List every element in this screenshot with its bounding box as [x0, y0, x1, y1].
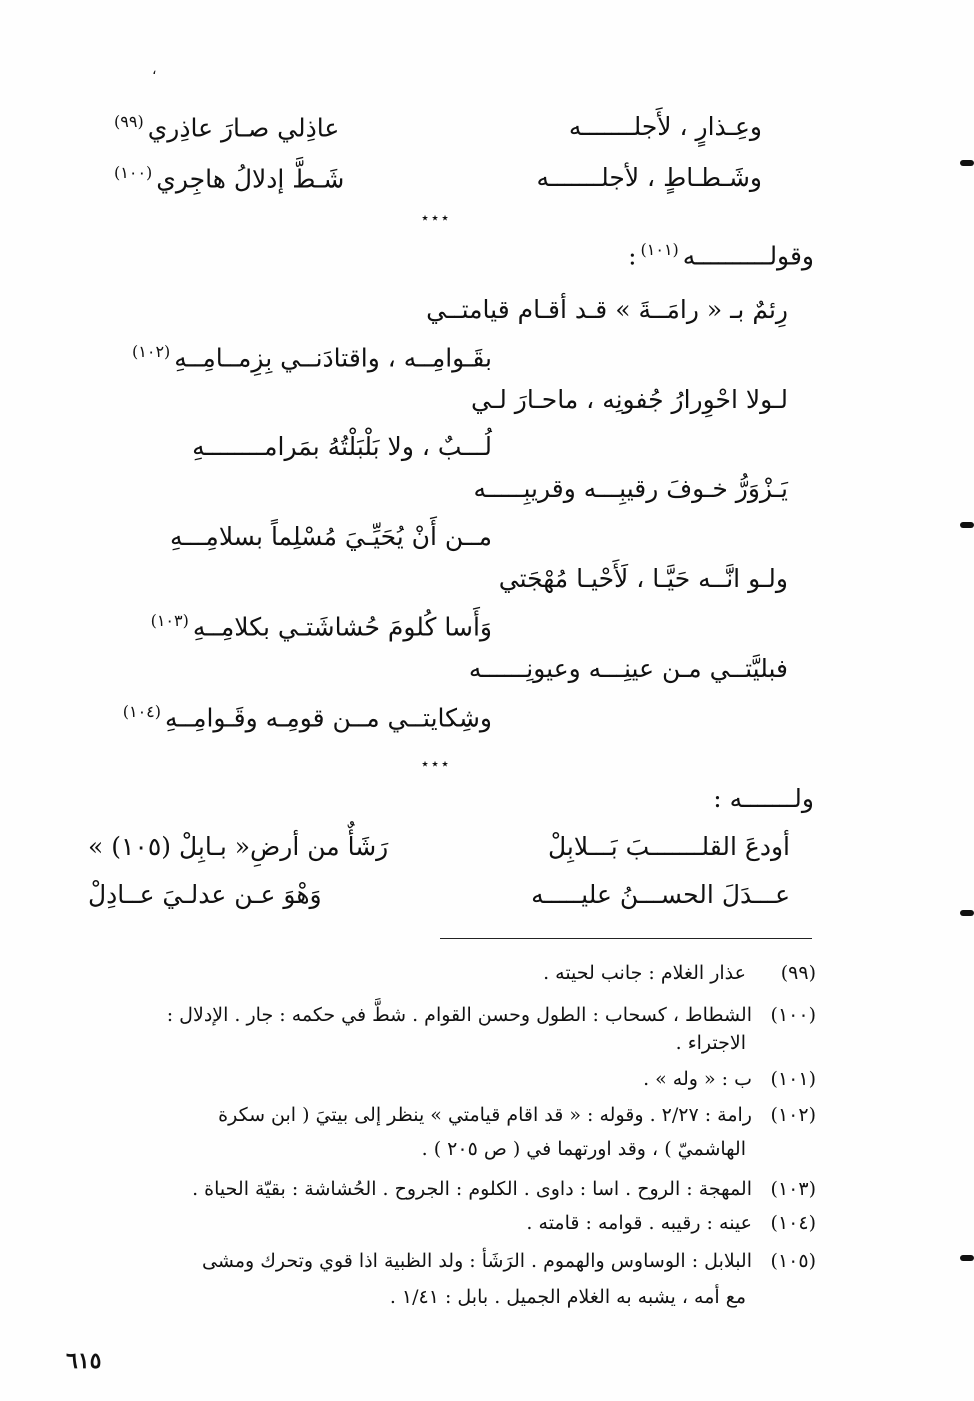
footnote-ref: (١٠١) — [640, 240, 679, 259]
footnote-number: (١٠٥) — [770, 1250, 816, 1272]
footnote-text-continued: الاجتراء . — [675, 1032, 746, 1054]
footnote-number: (١٠٠) — [770, 1004, 816, 1026]
footnote-number: (٩٩) — [780, 962, 816, 984]
footnote-text: البلابل : الوساوس والهموم . الرَشَأ : ولد الظبية اذا قوي وتحرك ومشى — [202, 1250, 752, 1272]
scan-edge-mark — [960, 1255, 974, 1261]
poem-line: لـولا احْوِرارُ جُفونِه ، ماحـارَ لـي — [471, 385, 788, 414]
scan-edge-mark — [960, 910, 974, 916]
scan-edge-mark — [960, 160, 974, 166]
poem-line: مــن أَنْ يُحَيِّـيَ مُسْلِماً بسلامِـــهِ — [170, 522, 492, 551]
footnote-ref: (١٠٣) — [150, 611, 189, 630]
couplet-left-hemistich: عاذِلي صـارَ عاذِري$^{(٩٩)}$ — [114, 112, 340, 143]
poem-line: بقَـوامِــه ، واقتادَنــي بِزِمــامِــهِ$^{(١٠٢)}$ — [132, 342, 492, 373]
footnote-ref: (٩٩) — [114, 112, 144, 131]
poem-line: يَـزْوَرُّ خـوفَ رقيبِـــه وقريبِـــــه — [473, 474, 788, 503]
footnote-divider — [440, 938, 812, 939]
footnote-text: المهجة : الروح . اسا : داوى . الكلوم : الجروح . الحُشاشة : بقيّة الحياة . — [192, 1178, 752, 1200]
poem-line: رِئمٌ بـ « رامَــةَ » قـد أقـام قيامتــي — [426, 295, 788, 324]
star-separator: ⋆⋆⋆ — [420, 754, 451, 773]
footnote-text: ب : « وله » . — [643, 1068, 752, 1090]
footnote-ref: (١٠٤) — [122, 702, 162, 721]
footnote-text: عينه : رقيبه . قوامه : قامته . — [526, 1212, 752, 1234]
poem-intro: وقولــــــــــه$^{(١٠١)}$: — [628, 240, 814, 271]
stray-mark: ، — [152, 62, 157, 78]
couplet-left-hemistich: رَشَأٌ من أرضِ« بـابِلْ (١٠٥) » — [88, 832, 389, 861]
footnote-ref: (١٠٢) — [132, 342, 171, 361]
footnote-text: رامة : ٢/٢٧ . وقوله : « قد اقام قيامتي » ينظر إلى بيتيَ ( ابن سكرة — [218, 1104, 752, 1126]
page-number: ٦١٥ — [66, 1348, 102, 1374]
couplet-4 — [88, 880, 790, 920]
footnote-text: الشطاط ، كسحاب : الطول وحسن القوام . شطَّ في حكمه : جار . الإدلال : — [166, 1004, 752, 1026]
couplet-3 — [88, 832, 790, 872]
poem-line: فبليَّتــي مـن عينِـــه وعيونِــــــه — [468, 654, 788, 683]
poem-intro: ولـــــــه : — [713, 784, 814, 813]
footnote-ref: (١٠٠) — [114, 163, 153, 182]
couplet-left-hemistich: شَـطَّ إدلالُ هاجِري$^{(١٠٠)}$ — [114, 163, 345, 194]
couplet-right-hemistich: أودعَ القلـــــــبَ بَـــلابِلْ — [547, 832, 790, 861]
star-separator: ⋆⋆⋆ — [420, 208, 451, 227]
footnote-number: (١٠٣) — [770, 1178, 816, 1200]
couplet-right-hemistich: وشَـطـاطٍ ، لأجلـــــــه — [536, 163, 762, 192]
scan-edge-mark — [960, 522, 974, 528]
couplet-1 — [110, 112, 810, 152]
poem-line: وَأَسا كُلومَ حُشاشَتـي بكلامِــهِ$^{(١٠٣)}$ — [150, 611, 492, 642]
couplet-right-hemistich: عـــدَلَ الحســـنُ عليـــــه — [531, 880, 790, 909]
footnote-text-continued: الهاشميّ ) ، وقد اورتهما في ( ص ٢٠٥ ) . — [421, 1138, 746, 1160]
poem-line: وشِكايتــي مــن قومِـه وقَـوامِــهِ$^{(١٠٤)}$ — [122, 702, 492, 733]
footnote-text-continued: مع أمه ، يشبه به الغلام الجميل . بابل : ١/٤١ . — [389, 1286, 746, 1308]
couplet-2 — [110, 163, 810, 203]
footnote-number: (١٠٤) — [770, 1212, 816, 1234]
poem-line: لُـــبٌ ، ولا بَلْبَلْتُهُ بمَرامــــــــهِ — [192, 432, 492, 461]
poem-line: ولـو انَّــه حَيَّـا ، لَأَحْيـا مُهْجَتي — [498, 564, 788, 593]
footnote-number: (١٠١) — [770, 1068, 816, 1090]
couplet-left-hemistich: وَهْوَ عـن عدلـيَ عــادِلْ — [88, 880, 322, 909]
footnote-number: (١٠٢) — [770, 1104, 816, 1126]
footnote-text: عذار الغلام : جانب لحيته . — [543, 962, 746, 984]
couplet-right-hemistich: وعِـذارٍ ، لأَجلـــــــه — [568, 112, 762, 141]
